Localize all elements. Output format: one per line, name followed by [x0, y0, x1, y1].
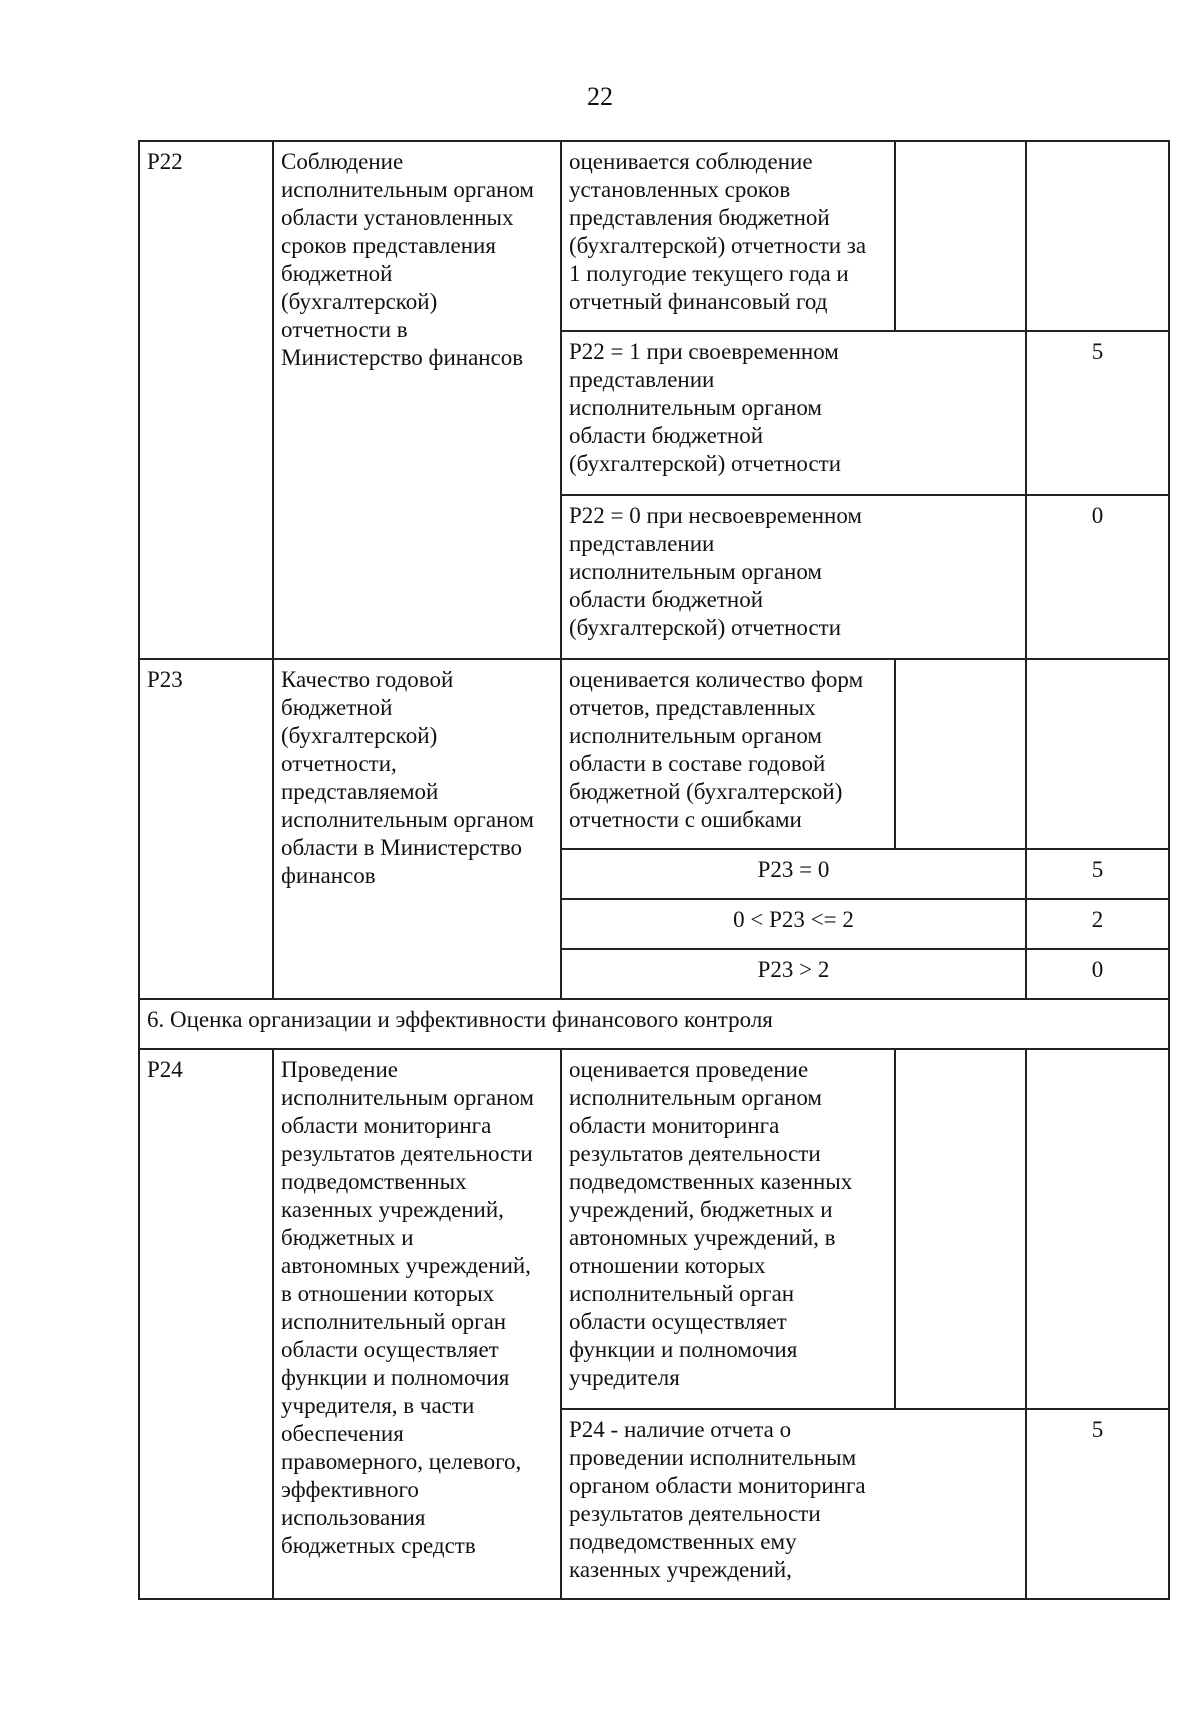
indicator-code: Р22	[139, 141, 273, 659]
criterion-score: 0	[1026, 949, 1169, 999]
criterion-text: Р23 = 0	[561, 849, 1026, 899]
empty-cell	[1026, 1049, 1169, 1409]
indicator-description: оценивается соблюдение установленных сроков представления бюджетной (бухгалтерской) отчетности за 1 полугодие текущего года и отчетный финансовый год	[561, 141, 895, 331]
empty-cell	[895, 141, 1026, 331]
criterion-score: 2	[1026, 899, 1169, 949]
criterion-score: 0	[1026, 495, 1169, 659]
table-row	[139, 1049, 1169, 1409]
criterion-score: 5	[1026, 849, 1169, 899]
empty-cell	[1026, 659, 1169, 849]
criterion-text: Р24 - наличие отчета о проведении исполнительным органом области мониторинга результатов деятельности подведомственных ему казенных учреждений,	[561, 1409, 1026, 1599]
criterion-score: 5	[1026, 1409, 1169, 1599]
criterion-text: 0 < Р23 <= 2	[561, 899, 1026, 949]
indicator-code: Р23	[139, 659, 273, 999]
empty-cell	[895, 1049, 1026, 1409]
indicator-description: оценивается количество форм отчетов, представленных исполнительным органом области в составе годовой бюджетной (бухгалтерской) отчетности с ошибками	[561, 659, 895, 849]
section-heading: 6. Оценка организации и эффективности финансового контроля	[139, 999, 1169, 1049]
criterion-text: Р23 > 2	[561, 949, 1026, 999]
empty-cell	[895, 659, 1026, 849]
empty-cell	[1026, 141, 1169, 331]
table-row	[139, 999, 1169, 1049]
indicators-table	[138, 140, 1170, 1600]
indicator-code: Р24	[139, 1049, 273, 1599]
criterion-text: Р22 = 1 при своевременном представлении исполнительным органом области бюджетной (бухгалтерской) отчетности	[561, 331, 1026, 495]
indicator-name: Проведение исполнительным органом области мониторинга результатов деятельности подведомственных казенных учреждений, бюджетных и автономных учреждений, в отношении которых исполнительный орган области осуществляет функции и полномочия учредителя, в части обеспечения правомерного, целевого, эффективного использования бюджетных средств	[273, 1049, 561, 1599]
indicator-name: Качество годовой бюджетной (бухгалтерской) отчетности, представляемой исполнительным органом области в Министерство финансов	[273, 659, 561, 999]
table-row	[139, 659, 1169, 849]
criterion-text: Р22 = 0 при несвоевременном представлении исполнительным органом области бюджетной (бухгалтерской) отчетности	[561, 495, 1026, 659]
indicator-description: оценивается проведение исполнительным органом области мониторинга результатов деятельности подведомственных казенных учреждений, бюджетных и автономных учреждений, в отношении которых исполнительный орган области осуществляет функции и полномочия учредителя	[561, 1049, 895, 1409]
table-row	[139, 141, 1169, 331]
page-number: 22	[587, 82, 613, 111]
criterion-score: 5	[1026, 331, 1169, 495]
indicator-name: Соблюдение исполнительным органом области установленных сроков представления бюджетной (бухгалтерской) отчетности в Министерство финансов	[273, 141, 561, 659]
